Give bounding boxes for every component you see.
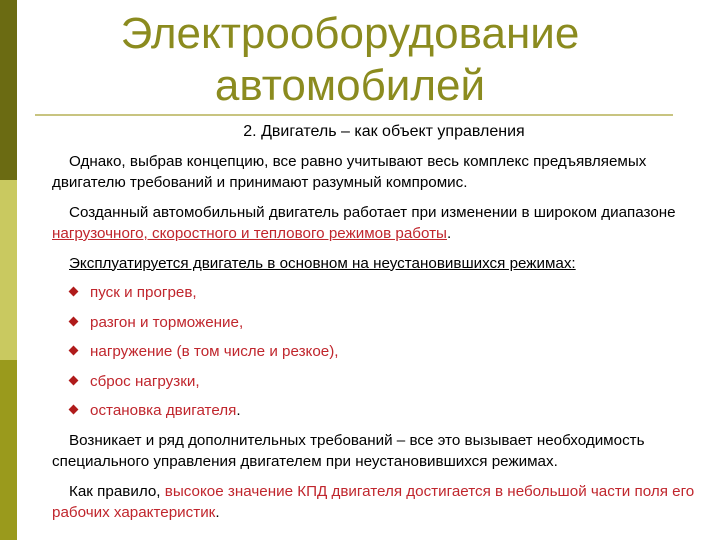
paragraph-requirements: Возникает и ряд дополнительных требований – все это вызывает необходимость специального управления двигателем при неустановившихся режимах.: [52, 431, 645, 470]
section-subtitle: 2. Двигатель – как объект управления: [243, 123, 525, 140]
paragraph-unsteady-modes: Эксплуатируется двигатель в основном на неустановившихся режимах:: [69, 254, 576, 272]
bullet-item: [52, 312, 702, 334]
diamond-bullet-icon: [69, 346, 79, 356]
bullet-text: пуск и прогрев,: [90, 284, 197, 301]
diamond-bullet-icon: [69, 375, 79, 385]
side-bar-dark: [0, 0, 17, 180]
modes-link[interactable]: нагрузочного, скоростного и теплового режимов работы: [52, 225, 447, 242]
paragraph-modes: [52, 202, 702, 245]
bullet-item: [52, 282, 702, 304]
paragraph-efficiency-text: Как правило,: [69, 482, 165, 500]
paragraph-efficiency: [52, 481, 702, 524]
bullet-text: остановка двигателя: [90, 402, 237, 419]
bullet-text: разгон и торможение,: [90, 313, 244, 331]
side-bar-mid: [0, 360, 17, 540]
paragraph-modes-text: Созданный автомобильный двигатель работает при изменении в широком диапазоне: [69, 203, 676, 221]
bullet-text: сброс нагрузки,: [90, 372, 200, 390]
efficiency-highlight: высокое значение КПД двигателя достигается в небольшой части поля его рабочих характеристик: [52, 482, 695, 521]
bullet-item: [52, 400, 702, 422]
diamond-bullet-icon: [69, 287, 79, 297]
title-divider: [35, 114, 673, 116]
paragraph-efficiency-end: .: [215, 504, 220, 521]
diamond-bullet-icon: [69, 405, 79, 415]
diamond-bullet-icon: [69, 316, 79, 326]
side-bar-light: [0, 180, 17, 360]
bullet-item: [52, 371, 702, 393]
paragraph-compromise: Однако, выбрав концепцию, все равно учитывают весь комплекс предъявляемых двигателю требований и принимают разумный компромис.: [52, 152, 647, 191]
bullet-end-period: .: [236, 402, 241, 419]
bullet-item: [52, 341, 702, 363]
slide-content: [52, 121, 702, 532]
bullet-text: нагружение (в том числе и резкое),: [90, 343, 339, 360]
paragraph-modes-end: .: [446, 225, 452, 242]
slide-title: Электрооборудование автомобилей: [120, 9, 580, 110]
